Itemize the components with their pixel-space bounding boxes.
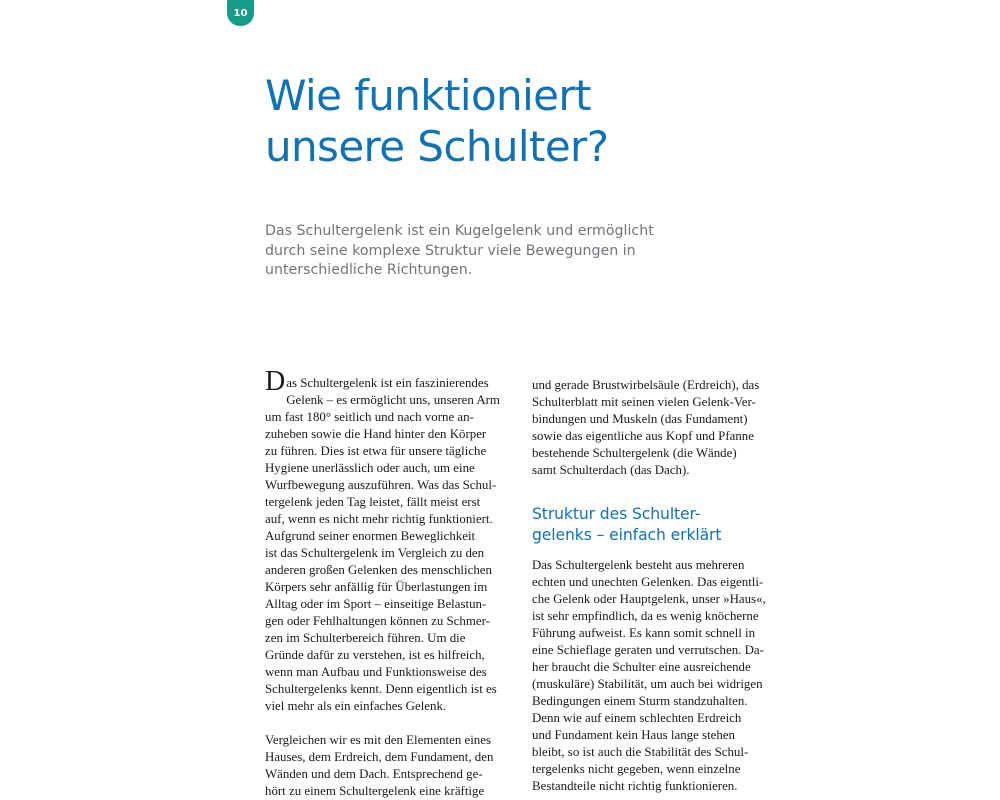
left-paragraph-2	[265, 732, 511, 800]
text-line: Körpers sehr anfällig für Überlastungen im	[265, 580, 488, 594]
title-line: unsere Schulter?	[265, 122, 609, 171]
text-line: Hygiene unerlässlich oder auch, um eine	[265, 461, 475, 475]
right-column	[532, 377, 778, 795]
text-line: Bedingungen einem Sturm standzuhalten.	[532, 694, 748, 708]
text-line: zuheben sowie die Hand hinter den Körper	[265, 427, 487, 441]
text-line: (muskuläre) Stabilität, um auch bei widrigen	[532, 677, 763, 691]
text-line: ist sehr empfindlich, da es wenig knöcherne	[532, 609, 759, 623]
lead-line: Das Schultergelenk ist ein Kugelgelenk und ermöglicht	[265, 223, 654, 239]
text-line: hört zu einem Schultergelenk eine kräftige	[265, 784, 485, 798]
text-line: tergelenks nicht gegeben, wenn einzelne	[532, 762, 741, 776]
text-line: Denn wie auf einem schlechten Erdreich	[532, 711, 742, 725]
text-line: echten und unechten Gelenken. Das eigentli-	[532, 575, 764, 589]
text-line: Gelenk – es ermöglicht uns, unseren Arm	[286, 393, 500, 407]
section-heading	[532, 504, 778, 546]
text-line: viel mehr als ein einfaches Gelenk.	[265, 699, 447, 713]
lead-line: unterschiedliche Richtungen.	[265, 262, 473, 278]
text-line: Das Schultergelenk besteht aus mehreren	[532, 558, 745, 572]
text-line: bindungen und Muskeln (das Fundament)	[532, 412, 748, 426]
text-line: Hauses, dem Erdreich, dem Fundament, den	[265, 750, 494, 764]
text-line: und gerade Brustwirbelsäule (Erdreich), das	[532, 378, 760, 392]
text-line: as Schultergelenk ist ein faszinierendes	[286, 376, 489, 390]
text-line: Wänden und dem Dach. Entsprechend ge-	[265, 767, 483, 781]
text-line: tergelenk jeden Tag leistet, fällt meist erst	[265, 495, 481, 509]
text-line: Gründe dafür zu verstehen, ist es hilfreich,	[265, 648, 485, 662]
text-line: Schulterblatt mit seinen vielen Gelenk-Ver-	[532, 395, 756, 409]
heading-line: Struktur des Schulter-	[532, 505, 701, 523]
text-line: ist das Schultergelenk im Vergleich zu den	[265, 546, 485, 560]
page-number: 10	[233, 8, 248, 19]
text-line: zu führen. Dies ist etwa für unsere tägliche	[265, 444, 487, 458]
text-line: auf, wenn es nicht mehr richtig funktioniert.	[265, 512, 493, 526]
text-line: bestehende Schultergelenk (die Wände)	[532, 446, 737, 460]
text-line: zen im Schulterbereich führen. Um die	[265, 631, 466, 645]
text-line: che Gelenk oder Hauptgelenk, unser »Haus«,	[532, 592, 766, 606]
text-line: gen oder Fehlhaltungen können zu Schmer-	[265, 614, 490, 628]
text-line: Führung aufweist. Es kann somit schnell in	[532, 626, 756, 640]
left-paragraph-1	[265, 366, 511, 715]
page-number-badge	[227, 0, 254, 26]
text-line: wenn man Aufbau und Funktionsweise des	[265, 665, 487, 679]
text-line: und Fundament kein Haus lange stehen	[532, 728, 735, 742]
title-line: Wie funktioniert	[265, 71, 591, 120]
text-line: Bestandteile nicht richtig funktionieren.	[532, 779, 738, 793]
text-line: Alltag oder im Sport – einseitige Belastun-	[265, 597, 487, 611]
text-line: Wurfbewegung auszuführen. Was das Schul-	[265, 478, 497, 492]
text-line: Aufgrund seiner enormen Beweglichkeit	[265, 529, 476, 543]
right-paragraph-1	[532, 377, 778, 479]
heading-line: gelenks – einfach erklärt	[532, 526, 722, 544]
lead-paragraph	[265, 222, 665, 281]
text-line: sowie das eigentliche aus Kopf und Pfanne	[532, 429, 754, 443]
text-line: Vergleichen wir es mit den Elementen eines	[265, 733, 491, 747]
right-paragraph-2	[532, 557, 778, 795]
text-line: samt Schulterdach (das Dach).	[532, 463, 690, 477]
text-line: Schultergelenks kennt. Denn eigentlich ist es	[265, 682, 497, 696]
text-line: anderen großen Gelenken des menschlichen	[265, 563, 492, 577]
text-line: bleibt, so ist auch die Stabilität des Schul-	[532, 745, 749, 759]
drop-cap: D	[265, 366, 286, 397]
text-line: eine Schieflage geraten und verrutschen. Da-	[532, 643, 764, 657]
text-line: um fast 180° seitlich und nach vorne an-	[265, 410, 474, 424]
text-line: her braucht die Schulter eine ausreichende	[532, 660, 751, 674]
left-column	[265, 366, 511, 800]
page-title	[265, 70, 765, 172]
lead-line: durch seine komplexe Struktur viele Bewegungen in	[265, 242, 636, 259]
